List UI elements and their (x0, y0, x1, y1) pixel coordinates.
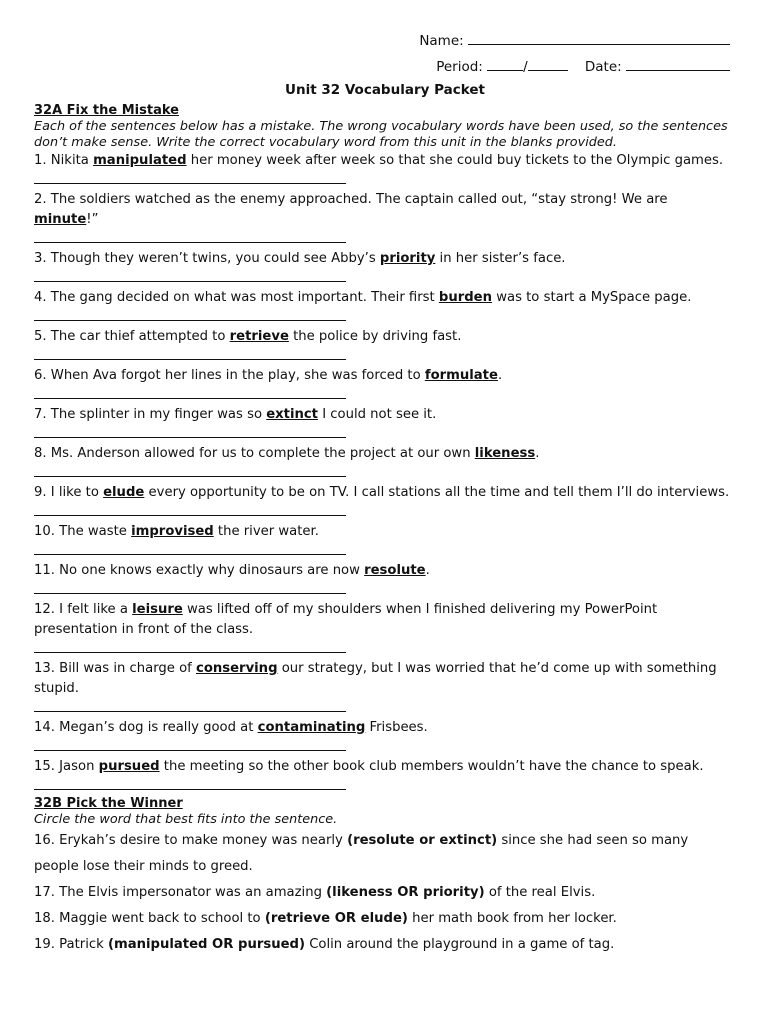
answer-blank[interactable] (34, 171, 346, 184)
question-item (34, 483, 734, 516)
mistake-word: leisure (132, 602, 183, 617)
mistake-word: formulate (424, 368, 498, 383)
question-suffix: in her sister’s face. (435, 251, 566, 266)
question-text (34, 757, 734, 777)
question-text (34, 288, 734, 308)
question-prefix: 12. I felt like a (34, 602, 133, 617)
question-suffix: was to start a MySpace page. (492, 290, 692, 305)
mistake-word: contaminating (257, 720, 366, 735)
word-choice[interactable]: (manipulated OR pursued) (107, 937, 305, 952)
question-text (34, 405, 734, 425)
section-b-instructions: Circle the word that best fits into the sentence. (34, 812, 338, 827)
question-item (34, 600, 734, 653)
section-a-questions (34, 151, 734, 790)
question-suffix: Colin around the playground in a game of tag. (305, 937, 615, 952)
question-text (34, 932, 734, 958)
section-b-questions (34, 828, 734, 958)
answer-blank[interactable] (34, 738, 346, 751)
period-date-field (436, 56, 730, 75)
answer-blank[interactable] (34, 699, 346, 712)
packet-title: Unit 32 Vocabulary Packet (285, 82, 485, 98)
period-blank-1[interactable] (487, 56, 523, 71)
mistake-word: conserving (196, 661, 278, 676)
answer-blank[interactable] (34, 347, 346, 360)
question-item (34, 190, 734, 243)
answer-blank[interactable] (34, 542, 346, 555)
answer-blank[interactable] (34, 581, 346, 594)
question-prefix: 18. Maggie went back to school to (34, 911, 265, 926)
question-prefix: 13. Bill was in charge of (34, 661, 196, 676)
question-prefix: 5. The car thief attempted to (34, 329, 230, 344)
mistake-word: likeness (474, 446, 536, 461)
question-prefix: 16. Erykah’s desire to make money was nearly (34, 833, 348, 848)
question-suffix: her math book from her locker. (407, 911, 617, 926)
mistake-word: elude (103, 485, 145, 500)
name-blank[interactable] (468, 30, 730, 45)
question-prefix: 7. The splinter in my finger was so (34, 407, 267, 422)
question-prefix: 15. Jason (34, 759, 99, 774)
question-suffix: the river water. (213, 524, 319, 539)
question-suffix: our strategy, but I was worried that he’d come up with something stupid. (34, 661, 717, 696)
question-text (34, 522, 734, 542)
mistake-word: retrieve (229, 329, 289, 344)
question-suffix: every opportunity to be on TV. I call stations all the time and tell them I’ll do interviews. (144, 485, 730, 500)
period-blank-2[interactable] (528, 56, 568, 71)
question-text (34, 718, 734, 738)
question-text (34, 659, 734, 699)
question-prefix: 10. The waste (34, 524, 132, 539)
question-prefix: 19. Patrick (34, 937, 108, 952)
question-item (34, 522, 734, 555)
question-suffix: the meeting so the other book club members wouldn’t have the chance to speak. (159, 759, 704, 774)
question-suffix: I could not see it. (318, 407, 437, 422)
question-text (34, 880, 734, 906)
question-item (34, 366, 734, 399)
date-label: Date: (584, 59, 622, 75)
question-suffix: . (497, 368, 503, 383)
question-item (34, 718, 734, 751)
mistake-word: manipulated (93, 153, 187, 168)
question-item (34, 327, 734, 360)
section-b-heading: 32B Pick the Winner (34, 796, 183, 811)
question-suffix: . (535, 446, 540, 461)
question-text (34, 366, 734, 386)
question-prefix: 1. Nikita (34, 153, 94, 168)
question-item (34, 249, 734, 282)
question-suffix: !” (86, 212, 99, 227)
question-item (34, 444, 734, 477)
question-text (34, 327, 734, 347)
question-prefix: 14. Megan’s dog is really good at (34, 720, 258, 735)
question-prefix: 2. The soldiers watched as the enemy approached. The captain called out, “stay strong! We are (34, 192, 668, 207)
answer-blank[interactable] (34, 269, 346, 282)
question-suffix: the police by driving fast. (288, 329, 462, 344)
answer-blank[interactable] (34, 386, 346, 399)
question-text (34, 483, 734, 503)
question-suffix: of the real Elvis. (484, 885, 596, 900)
mistake-word: minute (34, 212, 87, 227)
mistake-word: extinct (266, 407, 318, 422)
question-suffix: her money week after week so that she could buy tickets to the Olympic games. (186, 153, 724, 168)
question-suffix: Frisbees. (365, 720, 428, 735)
question-text (34, 906, 734, 932)
answer-blank[interactable] (34, 425, 346, 438)
answer-blank[interactable] (34, 230, 346, 243)
mistake-word: pursued (98, 759, 160, 774)
question-text (34, 190, 734, 230)
question-prefix: 8. Ms. Anderson allowed for us to complete the project at our own (34, 446, 475, 461)
question-item (34, 659, 734, 712)
mistake-word: improvised (131, 524, 214, 539)
name-field[interactable] (419, 30, 730, 49)
question-prefix: 3. Though they weren’t twins, you could see Abby’s (34, 251, 380, 266)
question-suffix: was lifted off of my shoulders when I finished delivering my PowerPoint presentation in front of the class. (34, 602, 658, 637)
question-suffix: . (425, 563, 430, 578)
name-label: Name: (419, 33, 464, 49)
question-item (34, 757, 734, 790)
question-text (34, 561, 734, 581)
question-prefix: 6. When Ava forgot her lines in the play, she was forced to (34, 368, 425, 383)
section-a-heading: 32A Fix the Mistake (34, 103, 179, 118)
answer-blank[interactable] (34, 464, 346, 477)
question-item (34, 288, 734, 321)
question-suffix: since she had seen so many people lose their minds to greed. (34, 833, 689, 874)
mistake-word: burden (438, 290, 493, 305)
question-prefix: 9. I like to (34, 485, 104, 500)
question-item (34, 405, 734, 438)
question-text (34, 600, 734, 640)
answer-blank[interactable] (34, 503, 346, 516)
question-item (34, 561, 734, 594)
period-slash: / (523, 59, 528, 75)
question-prefix: 4. The gang decided on what was most important. Their first (34, 290, 439, 305)
question-item (34, 151, 734, 184)
question-text (34, 444, 734, 464)
word-choice[interactable]: (retrieve OR elude) (264, 911, 408, 926)
date-blank[interactable] (626, 56, 730, 71)
mistake-word: priority (379, 251, 436, 266)
question-prefix: 17. The Elvis impersonator was an amazing (34, 885, 327, 900)
question-text (34, 828, 734, 880)
answer-blank[interactable] (34, 308, 346, 321)
section-a-instructions: Each of the sentences below has a mistake. The wrong vocabulary words have been used, so the sentences don’t make sense. Write the correct vocabulary word from this unit in the blanks provided. (34, 119, 728, 150)
answer-blank[interactable] (34, 640, 346, 653)
mistake-word: resolute (364, 563, 426, 578)
question-prefix: 11. No one knows exactly why dinosaurs are now (34, 563, 365, 578)
question-text (34, 151, 734, 171)
period-label: Period: (436, 59, 483, 75)
question-text (34, 249, 734, 269)
answer-blank[interactable] (34, 777, 346, 790)
word-choice[interactable]: (resolute or extinct) (347, 833, 498, 848)
word-choice[interactable]: (likeness OR priority) (326, 885, 485, 900)
worksheet-content (34, 103, 734, 958)
